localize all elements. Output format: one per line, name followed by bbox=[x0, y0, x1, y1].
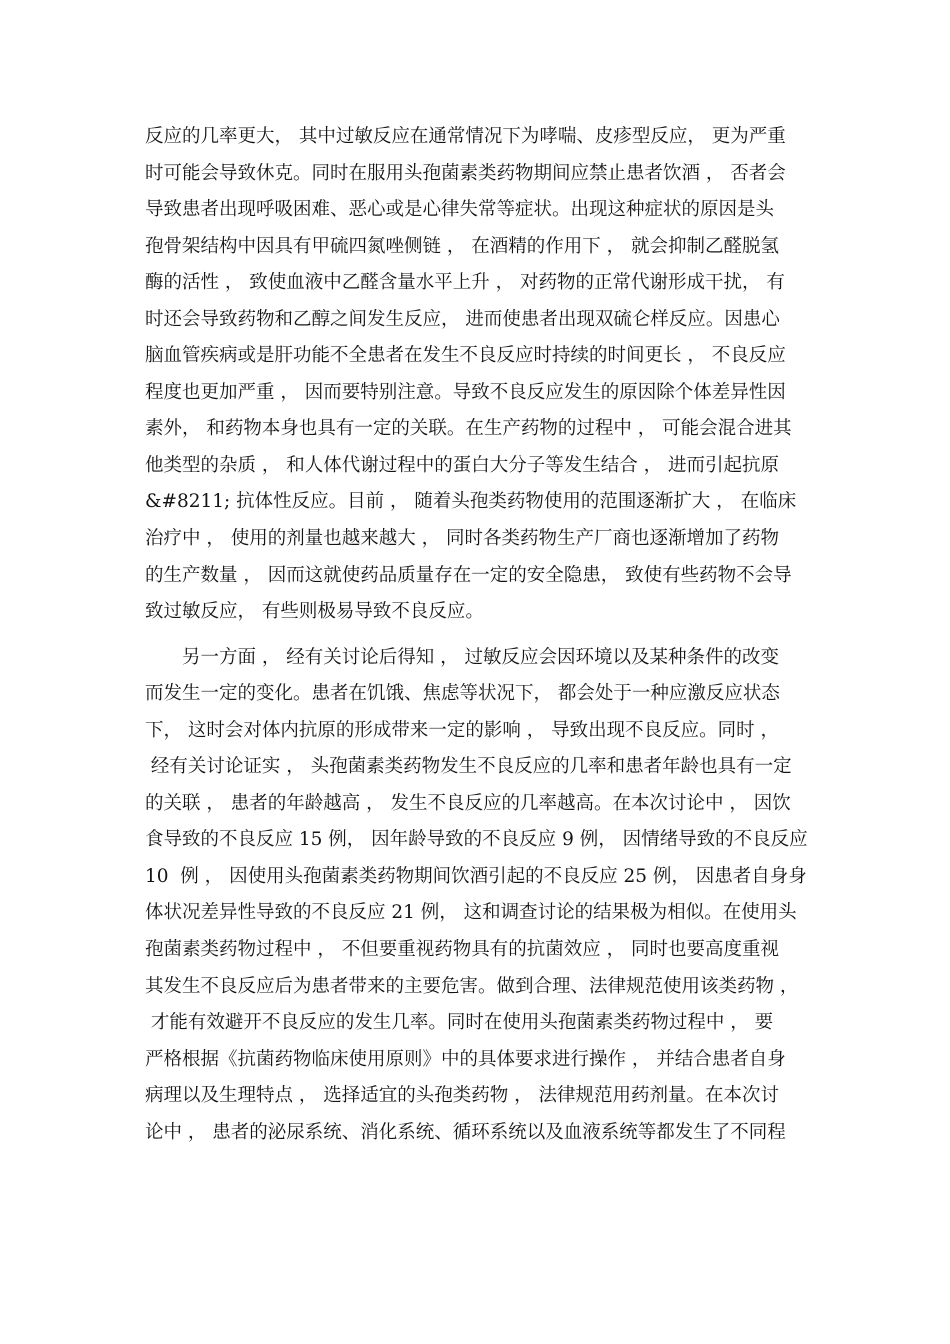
body-text bbox=[145, 119, 815, 1151]
text-line: 孢骨架结构中因具有甲硫四氮唑侧链 ， 在酒精的作用下 ， 就会抑制乙醛脱氢 bbox=[145, 235, 780, 257]
text-line: 程度也更加严重 ， 因而要特别注意。导致不良反应发生的原因除个体差异性因 bbox=[145, 381, 786, 403]
text-line: 经有关讨论证实 ， 头孢菌素类药物发生不良反应的几率和患者年龄也具有一定 bbox=[145, 756, 792, 778]
text-line: 孢菌素类药物过程中 ， 不但要重视药物具有的抗菌效应 ， 同时也要高度重视 bbox=[145, 939, 780, 961]
text-line: 素外， 和药物本身也具有一定的关联。在生产药物的过程中 ， 可能会混合进其 bbox=[145, 418, 792, 440]
text-line: 的生产数量 ， 因而这就使药品质量存在一定的安全隐患， 致使有些药物不会导 bbox=[145, 564, 792, 586]
text-line: 的关联 ， 患者的年龄越高 ， 发生不良反应的几率越高。在本次讨论中 ， 因饮 bbox=[145, 792, 791, 814]
text-line: 10 例 ， 因使用头孢菌素类药物期间饮酒引起的不良反应 25 例， 因患者自身身 bbox=[145, 865, 807, 887]
text-line: 反应的几率更大， 其中过敏反应在通常情况下为哮喘、皮疹型反应， 更为严重 bbox=[145, 126, 786, 147]
text-line: 下， 这时会对体内抗原的形成带来一定的影响 ， 导致出现不良反应。同时 ， bbox=[145, 719, 780, 741]
text-line: 其发生不良反应后为患者带来的主要危害。做到合理、法律规范使用该类药物 ， bbox=[145, 975, 799, 997]
paragraph-2 bbox=[145, 640, 815, 1152]
text-line: 病理以及生理特点 ， 选择适宜的头孢类药物 ， 法律规范用药剂量。在本次讨 bbox=[145, 1085, 780, 1107]
text-line: 才能有效避开不良反应的发生几率。同时在使用头孢菌素类药物过程中 ， 要 bbox=[145, 1012, 774, 1034]
text-line: 酶的活性 ， 致使血液中乙醛含量水平上升 ， 对药物的正常代谢形成干扰， 有 bbox=[145, 272, 785, 294]
text-line: 脑血管疾病或是肝功能不全患者在发生不良反应时持续的时间更长 ， 不良反应 bbox=[145, 345, 786, 367]
text-line: 论中 ， 患者的泌尿系统、消化系统、循环系统以及血液系统等都发生了不同程 bbox=[145, 1121, 786, 1143]
paragraph-gap bbox=[145, 631, 815, 640]
text-line: 他类型的杂质 ， 和人体代谢过程中的蛋白大分子等发生结合 ， 进而引起抗原 bbox=[145, 454, 780, 476]
text-line: 食导致的不良反应 15 例， 因年龄导致的不良反应 9 例， 因情绪导致的不良反应 bbox=[145, 829, 808, 851]
text-line: 严格根据《抗菌药物临床使用原则》中的具体要求进行操作 ， 并结合患者自身 bbox=[145, 1048, 786, 1070]
text-line: 体状况差异性导致的不良反应 21 例， 这和调查讨论的结果极为相似。在使用头 bbox=[145, 902, 797, 924]
text-line: 而发生一定的变化。患者在饥饿、焦虑等状况下， 都会处于一种应激反应状态 bbox=[145, 683, 780, 705]
text-line: 时可能会导致休克。同时在服用头孢菌素类药物期间应禁止患者饮酒 ， 否者会 bbox=[145, 162, 786, 184]
text-line: 另一方面 ， 经有关讨论后得知 ， 过敏反应会因环境以及某种条件的改变 bbox=[145, 646, 780, 668]
text-line: 致过敏反应， 有些则极易导致不良反应。 bbox=[145, 601, 484, 623]
text-line: &#8211; 抗体性反应。目前 ， 随着头孢类药物使用的范围逐渐扩大 ， 在临床 bbox=[145, 491, 797, 513]
text-line: 时还会导致药物和乙醇之间发生反应， 进而使患者出现双硫仑样反应。因患心 bbox=[145, 308, 780, 330]
paragraph-1 bbox=[145, 119, 815, 631]
text-line: 导致患者出现呼吸困难、恶心或是心律失常等症状。出现这种症状的原因是头 bbox=[145, 199, 775, 221]
text-line: 治疗中 ， 使用的剂量也越来越大 ， 同时各类药物生产厂商也逐渐增加了药物 bbox=[145, 528, 780, 550]
